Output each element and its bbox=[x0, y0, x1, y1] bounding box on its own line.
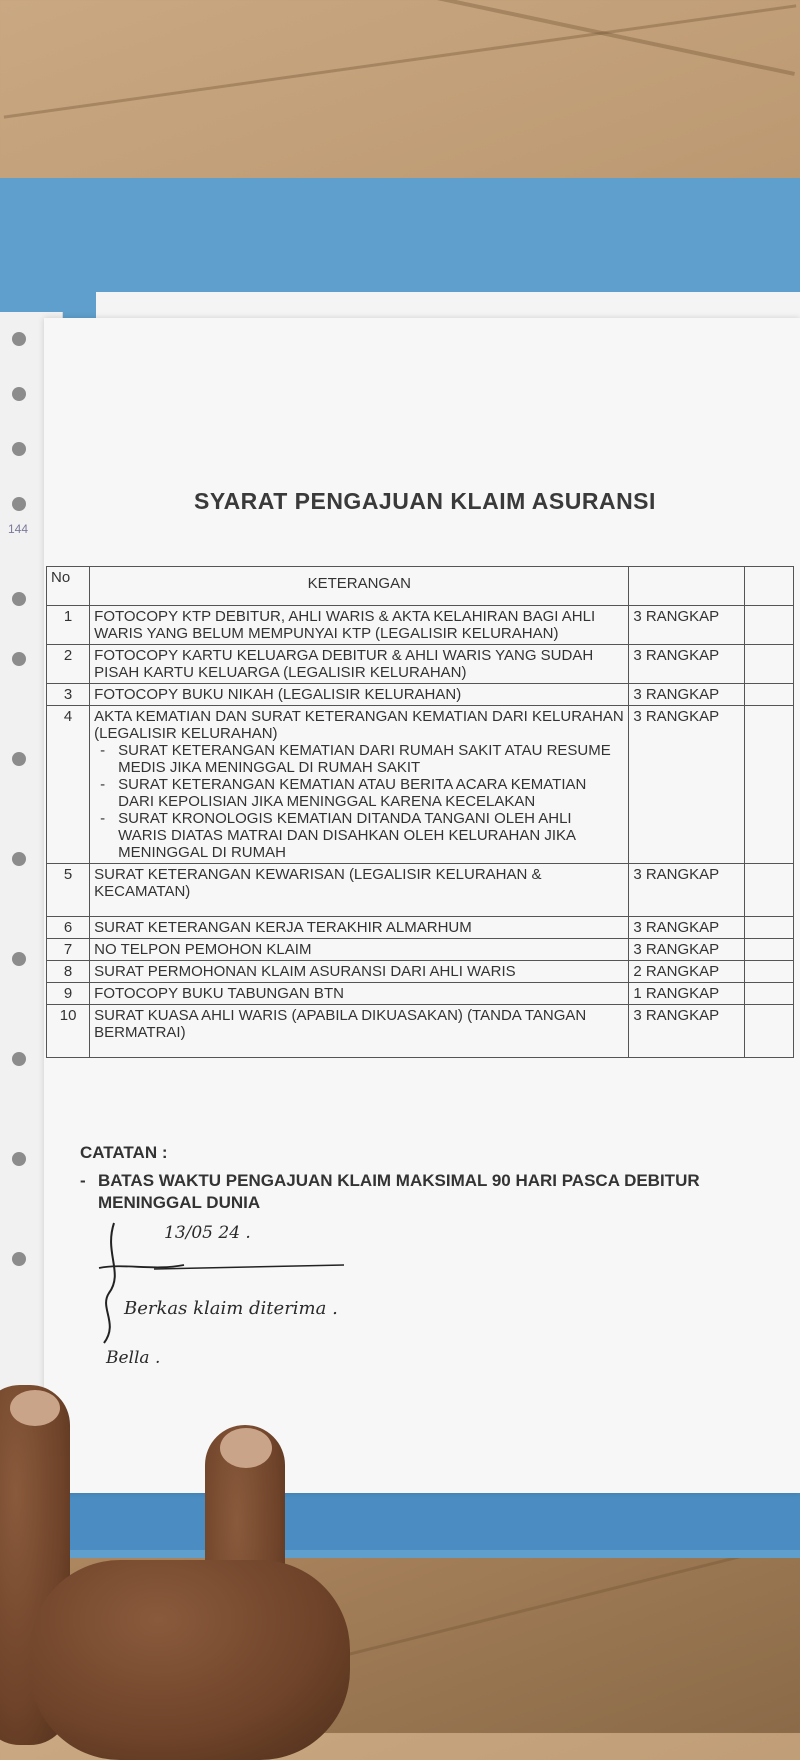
row-extra bbox=[744, 961, 793, 983]
table-row bbox=[47, 939, 794, 961]
table-row bbox=[47, 917, 794, 939]
thumb-nail bbox=[10, 1390, 60, 1426]
header-extra bbox=[744, 567, 793, 606]
handwritten-date: 13/05 24 . bbox=[164, 1223, 251, 1243]
binder-hole bbox=[12, 1252, 26, 1266]
row-no: 10 bbox=[47, 1005, 90, 1058]
row-keterangan: SURAT KETERANGAN KEWARISAN (LEGALISIR KELURAHAN & KECAMATAN) bbox=[90, 864, 629, 917]
binder-hole bbox=[12, 332, 26, 346]
table-row bbox=[47, 983, 794, 1005]
row-no: 2 bbox=[47, 645, 90, 684]
note-dash: - bbox=[80, 1171, 86, 1190]
row-rangkap: 3 RANGKAP bbox=[629, 606, 744, 645]
row-rangkap: 3 RANGKAP bbox=[629, 939, 744, 961]
row-no: 8 bbox=[47, 961, 90, 983]
row-no: 7 bbox=[47, 939, 90, 961]
row-extra bbox=[744, 939, 793, 961]
row-keterangan: FOTOCOPY BUKU TABUNGAN BTN bbox=[90, 983, 629, 1005]
table-row bbox=[47, 864, 794, 917]
row-extra bbox=[744, 684, 793, 706]
row-no: 5 bbox=[47, 864, 90, 917]
row-extra bbox=[744, 864, 793, 917]
binder-hole bbox=[12, 752, 26, 766]
sub-item: - SURAT KETERANGAN KEMATIAN ATAU BERITA ACARA KEMATIAN DARI KEPOLISIAN JIKA MENINGGAL KARENA KECELAKAN bbox=[118, 776, 624, 810]
note-item bbox=[80, 1170, 738, 1214]
row-keterangan: FOTOCOPY KARTU KELUARGA DEBITUR & AHLI WARIS YANG SUDAH PISAH KARTU KELUARGA (LEGALISIR KELURAHAN) bbox=[90, 645, 629, 684]
row-rangkap: 3 RANGKAP bbox=[629, 917, 744, 939]
binder-hole bbox=[12, 1152, 26, 1166]
row-rangkap: 2 RANGKAP bbox=[629, 961, 744, 983]
finger-nail bbox=[220, 1428, 272, 1468]
row-keterangan: SURAT KUASA AHLI WARIS (APABILA DIKUASAKAN) (TANDA TANGAN BERMATRAI) bbox=[90, 1005, 629, 1058]
row-rangkap: 3 RANGKAP bbox=[629, 645, 744, 684]
row-keterangan: FOTOCOPY KTP DEBITUR, AHLI WARIS & AKTA KELAHIRAN BAGI AHLI WARIS YANG BELUM MEMPUNYAI KTP (LEGALISIR KELURAHAN) bbox=[90, 606, 629, 645]
row-keterangan: NO TELPON PEMOHON KLAIM bbox=[90, 939, 629, 961]
handwritten-received-note: Berkas klaim diterima . bbox=[124, 1298, 338, 1319]
binder-hole bbox=[12, 1052, 26, 1066]
document-page bbox=[44, 318, 800, 1493]
row-no: 9 bbox=[47, 983, 90, 1005]
row-extra bbox=[744, 983, 793, 1005]
sub-item: - SURAT KETERANGAN KEMATIAN DARI RUMAH SAKIT ATAU RESUME MEDIS JIKA MENINGGAL DI RUMAH SAKIT bbox=[118, 742, 624, 776]
row-no: 1 bbox=[47, 606, 90, 645]
row-no: 6 bbox=[47, 917, 90, 939]
binder-hole bbox=[12, 442, 26, 456]
row-extra bbox=[744, 606, 793, 645]
row-keterangan: AKTA KEMATIAN DAN SURAT KETERANGAN KEMATIAN DARI KELURAHAN (LEGALISIR KELURAHAN) bbox=[94, 708, 624, 742]
row-rangkap: 3 RANGKAP bbox=[629, 706, 744, 864]
row-rangkap: 1 RANGKAP bbox=[629, 983, 744, 1005]
handwritten-name: Bella . bbox=[106, 1348, 161, 1368]
table-row bbox=[47, 961, 794, 983]
row-keterangan: SURAT PERMOHONAN KLAIM ASURANSI DARI AHLI WARIS bbox=[90, 961, 629, 983]
note-text: BATAS WAKTU PENGAJUAN KLAIM MAKSIMAL 90 HARI PASCA DEBITUR MENINGGAL DUNIA bbox=[98, 1171, 700, 1212]
row-rangkap: 3 RANGKAP bbox=[629, 1005, 744, 1058]
binder-hole bbox=[12, 387, 26, 401]
binder-hole bbox=[12, 497, 26, 511]
row-keterangan: FOTOCOPY BUKU NIKAH (LEGALISIR KELURAHAN) bbox=[90, 684, 629, 706]
header-keterangan: KETERANGAN bbox=[90, 567, 629, 606]
table-row bbox=[47, 645, 794, 684]
row-keterangan-group bbox=[90, 706, 629, 864]
document-title: SYARAT PENGAJUAN KLAIM ASURANSI bbox=[194, 488, 656, 514]
table-header-row bbox=[47, 567, 794, 606]
hand-palm bbox=[30, 1560, 350, 1760]
binder-hole bbox=[12, 592, 26, 606]
row-extra bbox=[744, 1005, 793, 1058]
binder-hole bbox=[12, 652, 26, 666]
table-row bbox=[47, 706, 794, 864]
row-no: 3 bbox=[47, 684, 90, 706]
requirements-table bbox=[46, 566, 794, 1058]
sub-item: - SURAT KRONOLOGIS KEMATIAN DITANDA TANGANI OLEH AHLI WARIS DIATAS MATRAI DAN DISAHKAN OLEH KELURAHAN JIKA MENINGGAL DI RUMAH bbox=[118, 810, 624, 861]
table-row bbox=[47, 1005, 794, 1058]
header-rangkap bbox=[629, 567, 744, 606]
table-row bbox=[47, 684, 794, 706]
sub-item-list bbox=[94, 742, 624, 861]
row-extra bbox=[744, 706, 793, 864]
binder-hole bbox=[12, 852, 26, 866]
row-keterangan: SURAT KETERANGAN KERJA TERAKHIR ALMARHUM bbox=[90, 917, 629, 939]
header-no: No bbox=[47, 567, 90, 606]
table-row bbox=[47, 606, 794, 645]
row-extra bbox=[744, 917, 793, 939]
margin-page-mark: 144 bbox=[8, 522, 29, 536]
row-no: 4 bbox=[47, 706, 90, 864]
floor-vein bbox=[4, 4, 797, 118]
row-rangkap: 3 RANGKAP bbox=[629, 684, 744, 706]
notes-title: CATATAN : bbox=[80, 1143, 168, 1162]
row-extra bbox=[744, 645, 793, 684]
binder-hole bbox=[12, 952, 26, 966]
row-rangkap: 3 RANGKAP bbox=[629, 864, 744, 917]
